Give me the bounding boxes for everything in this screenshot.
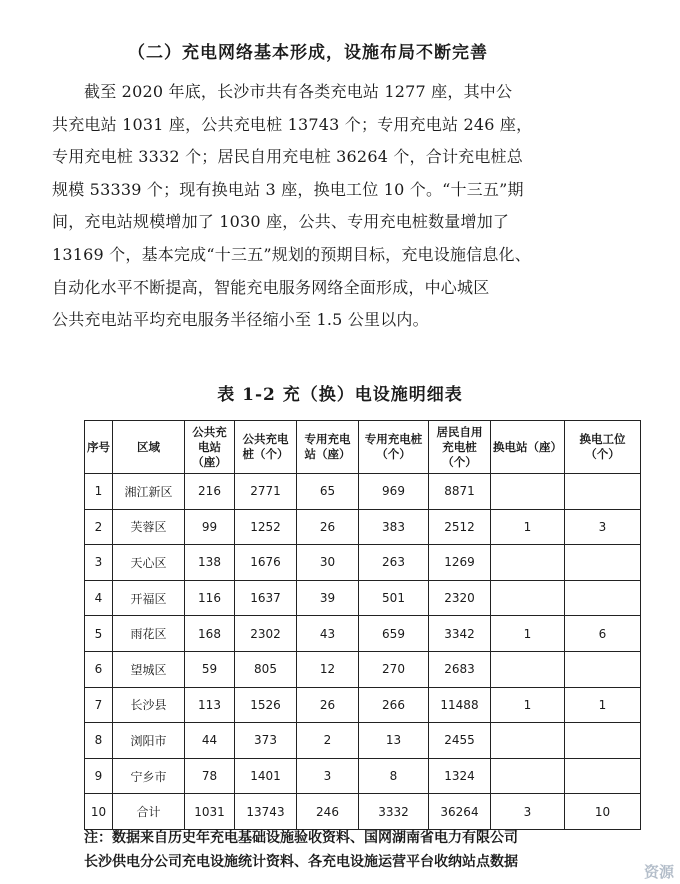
table-cell: 1637	[235, 580, 297, 616]
table-row	[85, 616, 641, 652]
table-cell: 1031	[185, 794, 235, 830]
table-cell	[491, 580, 565, 616]
paragraph-line: 间，充电站规模增加了 1030 座，公共、专用充电桩数量增加了	[52, 212, 510, 232]
table-cell: 1	[491, 687, 565, 723]
table-cell: 10	[85, 794, 113, 830]
table-cell: 1	[491, 509, 565, 545]
table-cell	[565, 651, 641, 687]
table-row	[85, 545, 641, 581]
table-cell: 2455	[429, 723, 491, 759]
table-cell: 1	[85, 474, 113, 510]
table-cell: 2	[297, 723, 359, 759]
table-cell: 芙蓉区	[113, 509, 185, 545]
paragraph-line: 截至 2020 年底，长沙市共有各类充电站 1277 座，其中公	[84, 82, 513, 101]
table-row	[85, 580, 641, 616]
table-cell: 1324	[429, 758, 491, 794]
table-cell: 138	[185, 545, 235, 581]
table-row	[85, 474, 641, 510]
table-cell: 湘江新区	[113, 474, 185, 510]
table-cell: 8	[359, 758, 429, 794]
table-cell	[491, 651, 565, 687]
table-caption: 表 1-2 充（换）电设施明细表	[217, 385, 463, 405]
table-cell: 合计	[113, 794, 185, 830]
paragraph-line: 专用充电桩 3332 个；居民自用充电桩 36264 个，合计充电桩总	[52, 147, 523, 167]
table-cell: 2	[85, 509, 113, 545]
table-cell: 2320	[429, 580, 491, 616]
column-header: 序号	[85, 421, 113, 474]
table-cell: 1401	[235, 758, 297, 794]
table-cell: 59	[185, 651, 235, 687]
table-cell: 44	[185, 723, 235, 759]
table-cell: 805	[235, 651, 297, 687]
table-cell	[491, 474, 565, 510]
table-cell: 43	[297, 616, 359, 652]
column-header: 公共充电桩（个）	[235, 421, 297, 474]
table-cell: 6	[85, 651, 113, 687]
table-cell: 11488	[429, 687, 491, 723]
column-header: 换电站（座）	[491, 421, 565, 474]
table-cell: 3	[491, 794, 565, 830]
body-paragraph	[52, 76, 644, 337]
section-heading: （二）充电网络基本形成，设施布局不断完善	[128, 43, 488, 63]
table-cell	[565, 474, 641, 510]
table-cell: 13	[359, 723, 429, 759]
paragraph-line: 13169 个，基本完成“十三五”规划的预期目标，充电设施信息化、	[52, 244, 531, 264]
table-cell: 246	[297, 794, 359, 830]
table-row	[85, 758, 641, 794]
table-row	[85, 509, 641, 545]
column-header: 居民自用充电桩（个）	[429, 421, 491, 474]
table-cell: 13743	[235, 794, 297, 830]
column-header: 专用充电桩（个）	[359, 421, 429, 474]
table-cell: 65	[297, 474, 359, 510]
table-cell: 266	[359, 687, 429, 723]
column-header: 换电工位（个）	[565, 421, 641, 474]
table-cell: 长沙县	[113, 687, 185, 723]
table-cell: 开福区	[113, 580, 185, 616]
table-cell: 1526	[235, 687, 297, 723]
table-cell	[565, 580, 641, 616]
table-cell: 216	[185, 474, 235, 510]
table-cell: 9	[85, 758, 113, 794]
table-cell: 4	[85, 580, 113, 616]
table-cell: 113	[185, 687, 235, 723]
table-cell: 5	[85, 616, 113, 652]
table-cell	[565, 545, 641, 581]
table-cell: 浏阳市	[113, 723, 185, 759]
table-note	[84, 826, 664, 874]
column-header: 区域	[113, 421, 185, 474]
table-cell: 270	[359, 651, 429, 687]
table-cell: 99	[185, 509, 235, 545]
table-cell: 383	[359, 509, 429, 545]
note-line: 注：数据来自历史年充电基础设施验收资料、国网湖南省电力有限公司	[84, 830, 518, 846]
table-cell: 8	[85, 723, 113, 759]
table-header-row	[85, 421, 641, 474]
table-cell: 168	[185, 616, 235, 652]
table-cell: 373	[235, 723, 297, 759]
table-cell: 3	[297, 758, 359, 794]
table-cell: 659	[359, 616, 429, 652]
table-cell: 3	[565, 509, 641, 545]
table-row	[85, 794, 641, 830]
table-cell: 26	[297, 509, 359, 545]
table-row	[85, 723, 641, 759]
table-cell: 1252	[235, 509, 297, 545]
table-cell: 30	[297, 545, 359, 581]
table-cell: 1269	[429, 545, 491, 581]
table-cell: 3332	[359, 794, 429, 830]
table-row	[85, 651, 641, 687]
table-cell	[491, 545, 565, 581]
table-cell: 36264	[429, 794, 491, 830]
paragraph-line: 共充电站 1031 座，公共充电桩 13743 个；专用充电站 246 座，	[52, 114, 533, 134]
table-cell: 2771	[235, 474, 297, 510]
table-cell: 1	[565, 687, 641, 723]
table-cell: 8871	[429, 474, 491, 510]
table-cell: 26	[297, 687, 359, 723]
watermark: 资源	[643, 863, 674, 881]
table-cell: 12	[297, 651, 359, 687]
table-cell: 78	[185, 758, 235, 794]
table-cell: 2683	[429, 651, 491, 687]
table-cell: 501	[359, 580, 429, 616]
table-cell: 2512	[429, 509, 491, 545]
table-cell: 雨花区	[113, 616, 185, 652]
table-cell	[565, 723, 641, 759]
paragraph-line: 公共充电站平均充电服务半径缩小至 1.5 公里以内。	[52, 310, 429, 330]
table-cell	[491, 758, 565, 794]
table-cell: 天心区	[113, 545, 185, 581]
table-cell	[565, 758, 641, 794]
table-cell: 2302	[235, 616, 297, 652]
table-cell: 969	[359, 474, 429, 510]
note-line: 长沙供电分公司充电设施统计资料、各充电设施运营平台收纳站点数据	[84, 854, 518, 870]
table-cell: 1676	[235, 545, 297, 581]
table-cell: 39	[297, 580, 359, 616]
column-header: 专用充电站（座）	[297, 421, 359, 474]
table-cell: 116	[185, 580, 235, 616]
table-cell: 10	[565, 794, 641, 830]
column-header: 公共充电站（座）	[185, 421, 235, 474]
table-cell: 3	[85, 545, 113, 581]
table-cell	[491, 723, 565, 759]
table-row	[85, 687, 641, 723]
paragraph-line: 自动化水平不断提高，智能充电服务网络全面形成，中心城区	[52, 277, 490, 297]
table-cell: 6	[565, 616, 641, 652]
table-cell: 263	[359, 545, 429, 581]
facility-table	[84, 420, 641, 830]
table-cell: 7	[85, 687, 113, 723]
paragraph-line: 规模 53339 个；现有换电站 3 座，换电工位 10 个。“十三五”期	[52, 179, 524, 199]
table-cell: 3342	[429, 616, 491, 652]
table-cell: 望城区	[113, 651, 185, 687]
table-cell: 1	[491, 616, 565, 652]
table-cell: 宁乡市	[113, 758, 185, 794]
